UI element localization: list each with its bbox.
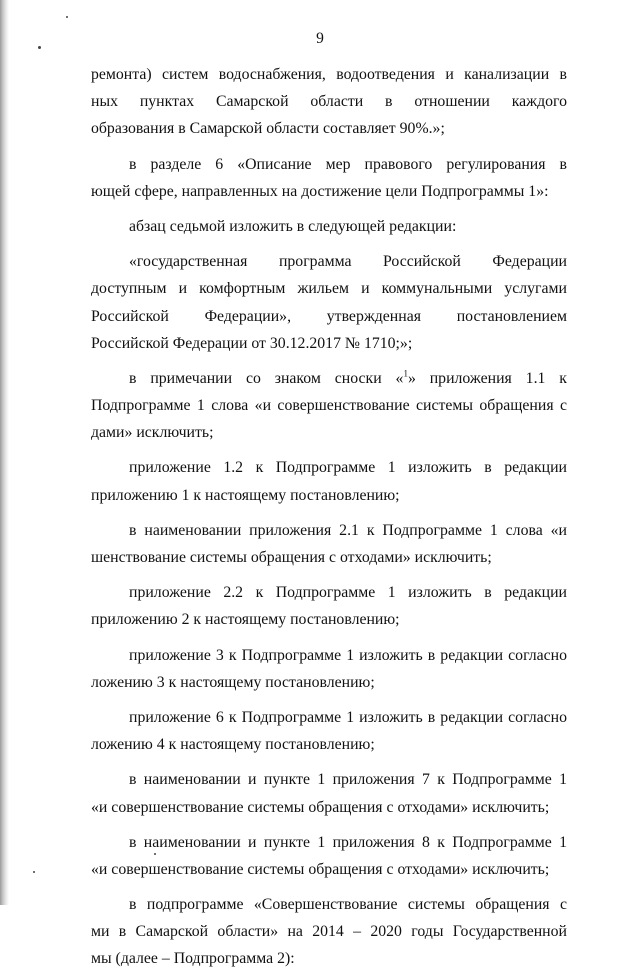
text-line: приложение 2.2 к Подпрограмме 1 изложить в редакции [129,584,567,602]
document-body [91,61,567,973]
text-line: доступным и комфортным жильем и коммунальными услугами [91,280,567,298]
text-line: ющей сфере, направленных на достижение цели Подпрограммы 1»: [91,182,549,200]
text-line: приложению 2 к настоящему постановлению; [91,611,400,629]
page-number: 9 [316,30,324,47]
text-fragment: » приложения 1.1 к [407,369,567,387]
text-line: Российской Федерации», утвержденная постановлением [91,307,567,325]
text-line: в подпрограмме «Совершенствование системы обращения с [129,896,567,914]
text-line: в наименовании и пункте 1 приложения 7 к Подпрограмме 1 [129,771,567,789]
text-line: «и совершенствование системы обращения с отходами» исключить; [91,798,550,816]
text-line: Российской Федерации от 30.12.2017 № 1710;»; [91,334,413,352]
text-line: приложение 1.2 к Подпрограмме 1 изложить в редакции [129,459,567,477]
text-fragment: в примечании со знаком сноски « [129,369,404,387]
text-line: шенствование системы обращения с отходами» исключить; [91,549,492,566]
text-line: «государственная программа Российской Федерации [129,253,567,271]
text-line: ми в Самарской области» на 2014 – 2020 годы Государственной [91,923,567,941]
text-line: образования в Самарской области составляет 90%.»; [91,120,445,138]
text-line: Подпрограмме 1 слова «и совершенствование системы обращения с [91,397,567,415]
text-line: в наименовании и пункте 1 приложения 8 к Подпрограмме 1 [129,833,567,851]
footnote-mark: 1 [403,368,408,379]
text-line: ложению 3 к настоящему постановлению; [91,673,375,691]
text-line: приложение 6 к Подпрограмме 1 изложить в редакции согласно [129,708,567,726]
text-line: абзац седьмой изложить в следующей редакции: [129,217,457,235]
text-line: дами» исключить; [91,424,214,442]
text-line: мы (далее – Подпрограмма 2): [91,950,295,968]
scan-edge-shadow [0,0,9,905]
text-line: в наименовании приложения 2.1 к Подпрограмме 1 слова «и [129,521,567,539]
scan-speck [66,16,68,18]
text-line: приложению 1 к настоящему постановлению; [91,486,400,504]
text-line: ремонта) систем водоснабжения, водоотведения и канализации в [91,66,567,83]
text-line: в разделе 6 «Описание мер правового регулирования в [129,155,567,173]
text-line: «и совершенствование системы обращения с отходами» исключить; [91,860,550,878]
text-line: ложению 4 к настоящему постановлению; [91,736,375,754]
text-line-footnote [91,365,567,392]
text-line: ных пунктах Самарской области в отношении каждого [91,93,567,111]
scan-speck [33,871,35,873]
text-line: приложение 3 к Подпрограмме 1 изложить в редакции согласно [129,646,567,664]
